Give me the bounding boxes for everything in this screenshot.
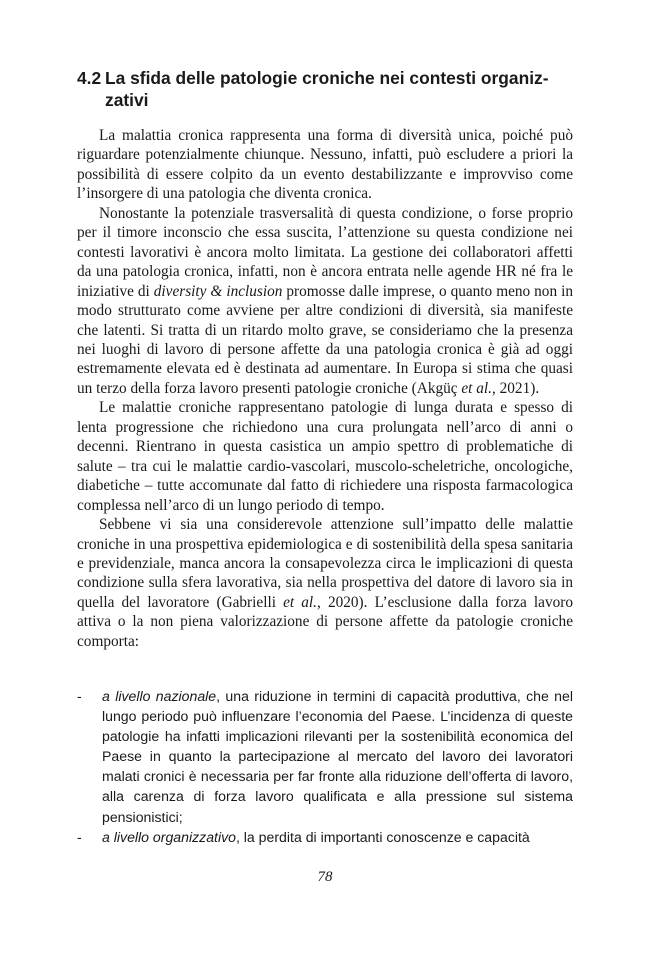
list-item-lead: a livello organizzativo [102, 828, 236, 845]
paragraph [77, 126, 573, 204]
list-dash: - [77, 688, 82, 704]
section-title-line1: La sfida delle patologie croniche nei contesti organiz- [105, 68, 549, 88]
paragraph [77, 398, 573, 515]
paragraph-text: Nonostante la potenziale trasversalità di questa condizione, o forse proprio per il timore inconscio che essa suscita, l’attenzione su questa condizione nei contesti lavorativi è ancora molto limitata. La gestione dei collaboratori affetti da una patologia cronica, infatti, non è ancora entrata nelle agende HR né fra le iniziative di [77, 204, 573, 300]
paragraph [77, 204, 573, 399]
citation-et-al: et al. [461, 379, 492, 397]
list-item [77, 686, 573, 827]
paragraph-text: promosse dalle imprese, o quanto meno non in modo strutturato come avviene per altre condizioni di diversità, sia manifeste che latenti. Si tratta di un ritardo molto grave, se consideriamo che la presenza nei luoghi di lavoro di persone affette da una patologia cronica è già ad oggi estremamente elevata ed è destinata ad aumentare. In Europa si stima che quasi un terzo della forza lavoro presenti patologie croniche (Akgüç [77, 282, 573, 397]
list-item-text: , la perdita di importanti conoscenze e capacità [235, 828, 530, 845]
paragraph [77, 515, 573, 651]
citation-et-al: et al. [283, 593, 317, 611]
page-number: 78 [317, 869, 333, 885]
paragraph-text: , 2021). [491, 379, 540, 397]
list-item-text: , una riduzione in termini di capacità produttiva, che nel lungo periodo può influenzare l’economia del Paese. L’incidenza di queste patologie ha infatti implicazioni rilevanti per la sostenibilità economica del Paese in quanto la partecipazione al mercato del lavoro dei lavoratori malati cronici è necessaria per far fronte alla riduzione dell’offerta di lavoro, alla carenza di forza lavoro qualificata e alla pressione sul sistema pensionistici; [102, 688, 573, 825]
italic-term: diversity & inclusion [153, 282, 283, 300]
list-item-lead: a livello nazionale [102, 688, 217, 704]
section-number: 4.2 [77, 68, 102, 88]
paragraph-text: Le malattie croniche rappresentano patologie di lunga durata e spesso di lenta progressione che richiedono una cura prolungata nell’arco di anni o decenni. Rientrano in questa casistica un ampio spettro di problematiche di salute – tra cui le malattie cardio-vascolari, muscolo-scheletriche, oncologiche, diabetiche – tutte accomunate dal fatto di richiedere una risposta farmacologica complessa nell’arco di un lungo periodo di tempo. [77, 399, 573, 514]
body-text [77, 126, 573, 651]
section-heading [77, 67, 573, 111]
bullet-list [77, 686, 573, 847]
list-item [77, 827, 573, 847]
list-dash: - [77, 828, 82, 845]
paragraph-text: , 2020). L’esclusione dalla forza lavoro attiva o la non piena valorizzazione di persone affette da patologie croniche comporta: [77, 593, 574, 650]
section-title-line2: zativi [105, 90, 149, 110]
paragraph-text: Sebbene vi sia una considerevole attenzione sull’impatto delle malattie croniche in una prospettiva epidemiologica e di sostenibilità della spesa sanitaria e previdenziale, manca ancora la consapevolezza circa le implicazioni di questa condizione sulla sfera lavorativa, sia nella prospettiva del datore di lavoro sia in quella del lavoratore (Gabrielli [77, 516, 573, 611]
paragraph-text: La malattia cronica rappresenta una forma di diversità unica, poiché può riguardare potenzialmente chiunque. Nessuno, infatti, può escludere a priori la possibilità di essere colpito da un evento destabilizzante e improvviso come l’insorgere di una patologia che diventa cronica. [77, 127, 573, 203]
